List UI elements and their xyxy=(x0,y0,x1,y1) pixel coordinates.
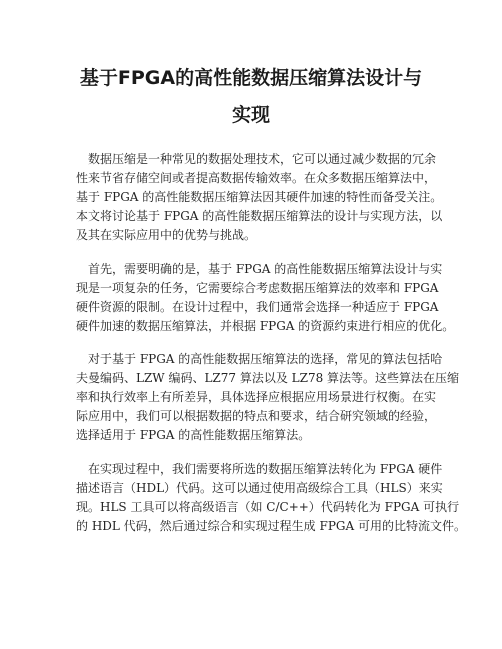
text-line: 的 HDL 代码，然后通过综合和实现过程生成 FPGA 可用的比特流文件。 xyxy=(76,519,466,533)
text-line: 率和执行效率上有所差异，具体选择应根据应用场景进行权衡。在实 xyxy=(76,390,437,404)
text-line: 现。HLS 工具可以将高级语言（如 C/C++）代码转化为 FPGA 可执行 xyxy=(76,500,460,514)
text-line: 首先，需要明确的是，基于 FPGA 的高性能数据压缩算法设计与实 xyxy=(88,262,443,276)
document-title-line-1: 基于FPGA的高性能数据压缩算法设计与 xyxy=(79,67,423,89)
text-line: 性来节省存储空间或者提高数据传输效率。在众多数据压缩算法中， xyxy=(76,171,437,185)
text-line: 数据压缩是一种常见的数据处理技术，它可以通过减少数据的冗余 xyxy=(88,152,437,166)
text-line: 硬件加速的数据压缩算法，并根据 FPGA 的资源约束进行相应的优化。 xyxy=(76,319,455,333)
text-line: 在实现过程中，我们需要将所选的数据压缩算法转化为 FPGA 硬件 xyxy=(88,462,443,476)
text-line: 现是一项复杂的任务，它需要综合考虑数据压缩算法的效率和 FPGA xyxy=(76,281,439,295)
text-line: 选择适用于 FPGA 的高性能数据压缩算法。 xyxy=(76,428,311,442)
text-line: 本文将讨论基于 FPGA 的高性能数据压缩算法的设计与实现方法，以 xyxy=(76,209,443,223)
document-title-line-2: 实现 xyxy=(231,104,270,126)
text-line: 硬件资源的限制。在设计过程中，我们通常会选择一种适应于 FPGA xyxy=(76,300,439,314)
text-line: 际应用中，我们可以根据数据的特点和要求，结合研究领域的经验， xyxy=(76,409,437,423)
text-line: 及其在实际应用中的优势与挑战。 xyxy=(76,228,257,242)
text-line: 对于基于 FPGA 的高性能数据压缩算法的选择，常见的算法包括哈 xyxy=(88,352,443,366)
text-line: 描述语言（HDL）代码。这可以通过使用高级综合工具（HLS）来实 xyxy=(76,481,443,495)
text-line: 夫曼编码、LZW 编码、LZ77 算法以及 LZ78 算法等。这些算法在压缩 xyxy=(76,371,460,385)
text-line: 基于 FPGA 的高性能数据压缩算法因其硬件加速的特性而备受关注。 xyxy=(76,190,443,204)
